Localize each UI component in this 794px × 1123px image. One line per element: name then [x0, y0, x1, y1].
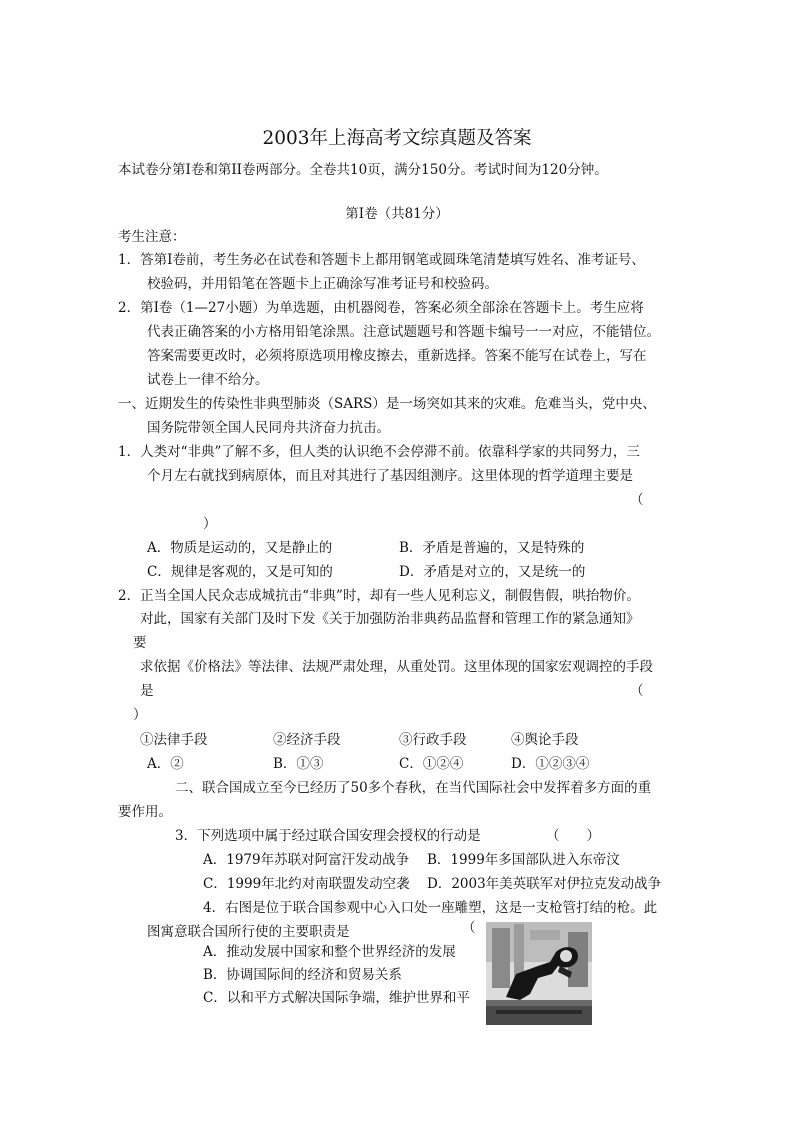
notice-item-2-cont: 代表正确答案的小方格用铅笔涂黑。注意试题题号和答题卡编号一一对应，不能错位。	[147, 324, 660, 340]
question-4-option-b: B．协调国际间的经济和贸易关系	[203, 967, 402, 983]
answer-paren: （ ）	[546, 828, 600, 844]
question-2-option-c: C．①②④	[399, 756, 464, 772]
question-1-option-b: B．矛盾是普遍的，又是特殊的	[399, 540, 585, 556]
notice-item-2-cont: 试卷上一律不给分。	[147, 372, 269, 388]
question-4-stem-cont: 图寓意联合国所行使的主要职责是	[147, 924, 350, 940]
question-2-item-1: ①法律手段	[140, 732, 208, 748]
question-3-stem: 3．下列选项中属于经过联合国安理会授权的行动是	[175, 828, 481, 844]
question-1-option-c: C．规律是客观的，又是可知的	[147, 564, 333, 580]
part2-intro: 二、联合国成立至今已经历了50多个春秋，在当代国际社会中发挥着多方面的重	[175, 780, 652, 796]
question-1-stem-cont: 个月左右就找到病原体，而且对其进行了基因组测序。这里体现的哲学道理主要是	[147, 468, 633, 484]
part1-intro-cont: 国务院带领全国人民同舟共济奋力抗击。	[147, 420, 390, 436]
question-2-stem-cont: 求依据《价格法》等法律、法规严肃处理，从重处罚。这里体现的国家宏观调控的手段	[140, 659, 653, 675]
question-3-option-a: A．1979年苏联对阿富汗发动战争	[203, 852, 410, 868]
part1-intro: 一、近期发生的传染性非典型肺炎（SARS）是一场突如其来的灾难。危难当头，党中央、	[118, 396, 656, 412]
question-2-option-d: D．①②③④	[511, 756, 590, 772]
question-1-stem: 1．人类对“非典”了解不多，但人类的认识绝不会停滞不前。依靠科学家的共同努力，三	[118, 444, 640, 460]
question-2-stem-cont: 要	[133, 635, 147, 651]
question-1-option-a: A．物质是运动的，又是静止的	[147, 540, 333, 556]
question-2-stem-cont: 对此，国家有关部门及时下发《关于加强防治非典药品监督和管理工作的紧急通知》	[140, 611, 640, 627]
question-4-option-a: A．推动发展中国家和整个世界经济的发展	[203, 944, 456, 960]
answer-paren-open: （	[462, 920, 476, 936]
question-2-stem: 2．正当全国人民众志成城抗击“非典”时，却有一些人见利忘义，制假售假，哄抬物价。	[118, 588, 640, 604]
question-4-option-c: C．以和平方式解决国际争端，维护世界和平	[203, 990, 470, 1006]
page-title: 2003年上海高考文综真题及答案	[262, 128, 532, 149]
part2-intro-cont: 要作用。	[118, 804, 172, 820]
answer-paren-open: （	[630, 683, 644, 699]
notice-label: 考生注意：	[118, 229, 186, 245]
question-2-item-3: ③行政手段	[399, 732, 467, 748]
knotted-gun-sculpture-photo	[486, 922, 592, 1025]
answer-paren-close: ）	[133, 707, 147, 723]
intro-text: 本试卷分第Ⅰ卷和第II卷两部分。全卷共10页，满分150分。考试时间为120分钟。	[118, 162, 608, 178]
question-3-option-d: D．2003年美英联军对伊拉克发动战争	[427, 876, 662, 892]
question-2-option-a: A．②	[147, 756, 184, 772]
answer-paren-close: ）	[203, 516, 217, 532]
notice-item-1-cont: 校验码，并用铅笔在答题卡上正确涂写准考证号和校验码。	[147, 276, 498, 292]
section-heading: 第Ⅰ卷（共81分）	[345, 206, 449, 222]
question-3-option-b: B．1999年多国部队进入东帝汶	[427, 852, 620, 868]
question-2-stem-cont: 是	[140, 683, 154, 699]
question-1-option-d: D．矛盾是对立的，又是统一的	[399, 564, 586, 580]
question-3-option-c: C．1999年北约对南联盟发动空袭	[203, 876, 410, 892]
question-4-stem: 4．右图是位于联合国参观中心入口处一座雕塑，这是一支枪管打结的枪。此	[203, 900, 658, 916]
notice-item-2: 2．第Ⅰ卷（1—27小题）为单选题，由机器阅卷，答案必须全部涂在答题卡上。考生应将	[118, 300, 644, 316]
answer-paren-open: （	[630, 492, 644, 508]
question-2-option-b: B．①③	[273, 756, 324, 772]
question-2-item-4: ④舆论手段	[511, 732, 579, 748]
notice-item-1: 1．答第Ⅰ卷前，考生务必在试卷和答题卡上都用钢笔或圆珠笔清楚填写姓名、准考证号、	[118, 252, 645, 268]
question-2-item-2: ②经济手段	[273, 732, 341, 748]
notice-item-2-cont: 答案需要更改时，必须将原选项用橡皮擦去，重新选择。答案不能写在试卷上，写在	[147, 348, 647, 364]
